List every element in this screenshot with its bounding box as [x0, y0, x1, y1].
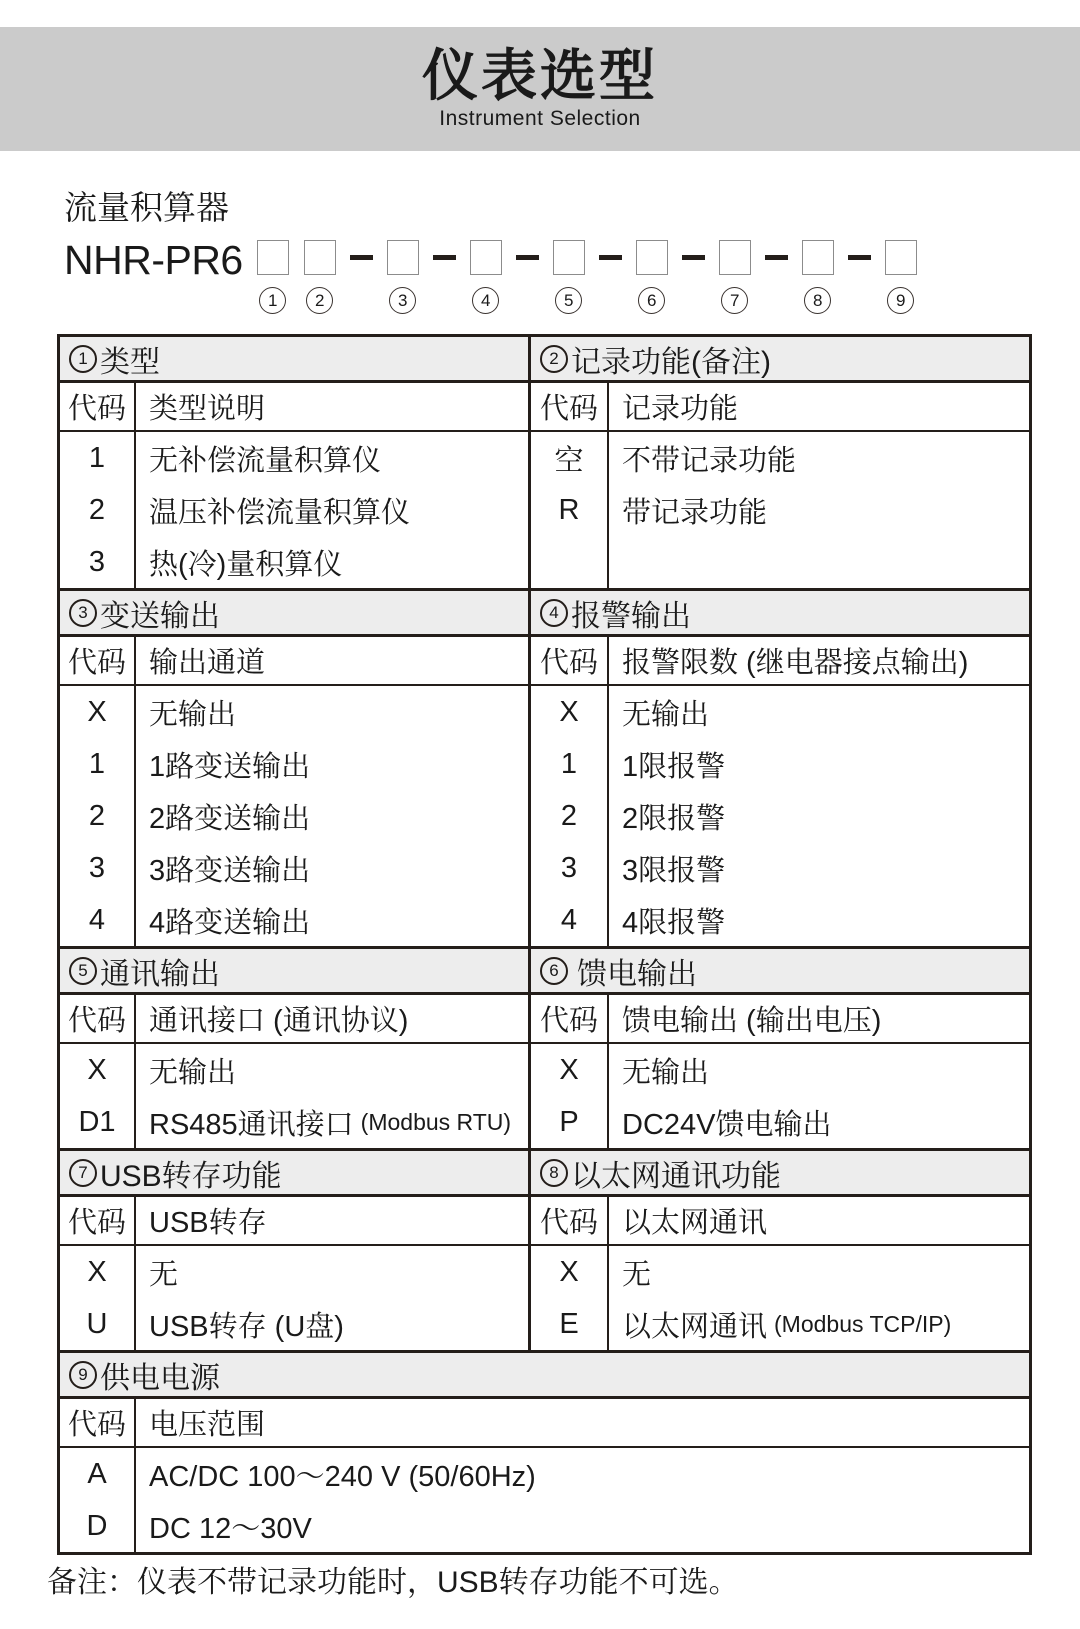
code-cell: X	[559, 695, 579, 728]
code-cell: D	[86, 1509, 108, 1542]
section-body	[60, 432, 528, 588]
code-column-header: 代码	[60, 383, 136, 430]
desc-column-header: 通讯接口 (通讯协议)	[149, 1005, 409, 1037]
circled-1-icon: 1	[69, 345, 97, 373]
section-ethernet	[531, 1151, 1029, 1350]
protocol-suffix: (Modbus RTU)	[360, 1108, 512, 1135]
desc-cell: 3路变送输出	[149, 854, 311, 887]
section-body	[531, 1246, 1029, 1350]
section-body	[60, 1044, 528, 1148]
section-body	[531, 1044, 1029, 1148]
slot-box	[470, 240, 502, 275]
table-band-3	[60, 946, 1029, 1148]
protocol-suffix: (Modbus TCP/IP)	[774, 1310, 952, 1337]
desc-cell: 无输出	[622, 1056, 710, 1089]
section-body	[60, 1246, 528, 1350]
column-header-row	[531, 995, 1029, 1044]
desc-cell: RS485通讯接口 (Modbus RTU)	[149, 1108, 512, 1141]
code-cell: U	[86, 1307, 108, 1340]
dash-separator	[682, 240, 705, 275]
slot-box	[802, 240, 834, 275]
desc-cell: 2路变送输出	[149, 802, 311, 835]
circled-5-icon: 5	[555, 287, 582, 314]
code-cell: 3	[560, 851, 578, 884]
column-header-row	[531, 383, 1029, 432]
section-title: 类型	[100, 345, 160, 379]
section-type	[60, 337, 531, 588]
circled-1-icon: 1	[259, 287, 286, 314]
model-code-line	[64, 237, 1080, 314]
desc-cell: 无补偿流量积算仪	[149, 444, 382, 477]
table-band-4	[60, 1148, 1029, 1350]
circled-6-icon: 6	[638, 287, 665, 314]
code-cell: 4	[560, 903, 578, 936]
column-header-row	[60, 995, 528, 1044]
desc-column-header: 类型说明	[149, 393, 266, 425]
model-slot-3	[386, 240, 420, 314]
circled-3-icon: 3	[69, 599, 97, 627]
circled-5-icon: 5	[69, 957, 97, 985]
slot-box	[387, 240, 419, 275]
code-cell: R	[558, 493, 580, 526]
table-band-1	[60, 337, 1029, 588]
code-cell: 3	[88, 851, 106, 884]
circled-9-icon: 9	[69, 1361, 97, 1389]
desc-cell: 温压补偿流量积算仪	[149, 496, 411, 529]
desc-cell: 无	[622, 1258, 652, 1291]
dash-separator	[765, 240, 788, 275]
column-header-row	[60, 1399, 1029, 1448]
slot-box	[636, 240, 668, 275]
desc-cell: 1路变送输出	[149, 750, 311, 783]
code-cell: 1	[560, 747, 578, 780]
dash-separator	[516, 240, 539, 275]
desc-cell: 2限报警	[622, 802, 726, 835]
section-feed-header	[531, 949, 1029, 995]
desc-cell: 1限报警	[622, 750, 726, 783]
code-cell: X	[87, 1255, 107, 1288]
column-header-row	[531, 1197, 1029, 1246]
circled-2-icon: 2	[540, 345, 568, 373]
instrument-selection-page	[0, 27, 1080, 1629]
section-title: 变送输出	[100, 599, 220, 633]
code-column-header: 代码	[531, 995, 609, 1042]
section-comm-output	[60, 949, 531, 1148]
section-body	[531, 686, 1029, 946]
product-name: 流量积算器	[64, 189, 229, 226]
circled-8-icon: 8	[540, 1159, 568, 1187]
slot-box	[885, 240, 917, 275]
circled-8-icon: 8	[804, 287, 831, 314]
code-cell: D1	[78, 1105, 116, 1138]
table-band-2	[60, 588, 1029, 946]
section-usb-header	[60, 1151, 528, 1197]
section-ethernet-header	[531, 1151, 1029, 1197]
desc-cell: DC24V馈电输出	[622, 1108, 832, 1141]
slot-box	[553, 240, 585, 275]
table-band-5	[60, 1350, 1029, 1552]
dash-separator	[350, 240, 373, 275]
code-column-header: 代码	[531, 637, 609, 684]
section-body	[60, 686, 528, 946]
desc-cell: USB转存 (U盘)	[149, 1310, 344, 1343]
code-cell: 1	[88, 441, 106, 474]
title-banner	[0, 27, 1080, 151]
section-body	[531, 432, 1029, 588]
section-title: 馈电输出	[577, 957, 697, 991]
section-comm-header	[60, 949, 528, 995]
desc-column-header: USB转存	[149, 1207, 267, 1239]
desc-cell: 不带记录功能	[622, 444, 797, 477]
desc-cell: 4路变送输出	[149, 906, 311, 939]
circled-4-icon: 4	[540, 599, 568, 627]
code-cell: X	[559, 1255, 579, 1288]
model-slot-4	[469, 240, 503, 314]
model-slot-8	[801, 240, 835, 314]
section-record-function	[531, 337, 1029, 588]
column-header-row	[60, 637, 528, 686]
circled-3-icon: 3	[389, 287, 416, 314]
desc-cell: 无输出	[149, 1056, 237, 1089]
code-cell: 1	[88, 747, 106, 780]
section-alarm-output	[531, 591, 1029, 946]
slot-box	[719, 240, 751, 275]
code-column-header: 代码	[60, 995, 136, 1042]
section-record-header	[531, 337, 1029, 383]
code-column-header: 代码	[60, 1197, 136, 1244]
circled-4-icon: 4	[472, 287, 499, 314]
model-slot-6	[635, 240, 669, 314]
code-cell: 3	[88, 545, 106, 578]
section-feed-output	[531, 949, 1029, 1148]
section-transmit-output	[60, 591, 531, 946]
slot-box	[304, 240, 336, 275]
desc-cell: AC/DC 100～240 V (50/60Hz)	[149, 1460, 536, 1493]
desc-cell: 无输出	[149, 698, 237, 731]
code-column-header: 代码	[60, 637, 136, 684]
model-slot-2	[303, 240, 337, 314]
section-alarm-header	[531, 591, 1029, 637]
section-body	[60, 1448, 1029, 1552]
section-power-header	[60, 1353, 1029, 1399]
code-column-header: 代码	[531, 1197, 609, 1244]
dash-separator	[599, 240, 622, 275]
desc-cell: 4限报警	[622, 906, 726, 939]
section-title: 报警输出	[571, 599, 691, 633]
section-title: 以太网通讯功能	[571, 1159, 781, 1193]
code-cell: E	[559, 1307, 579, 1340]
code-column-header: 代码	[531, 383, 609, 430]
model-slot-9	[884, 240, 918, 314]
model-slot-7	[718, 240, 752, 314]
section-title: 记录功能(备注)	[571, 345, 771, 379]
code-cell: 空	[554, 444, 584, 477]
code-column-header: 代码	[60, 1399, 136, 1446]
desc-cell: 无输出	[622, 698, 710, 731]
dash-separator	[848, 240, 871, 275]
model-slot-1	[256, 240, 290, 314]
code-cell: X	[87, 695, 107, 728]
circled-7-icon: 7	[69, 1159, 97, 1187]
section-title: 供电电源	[100, 1361, 220, 1395]
code-cell: 2	[88, 799, 106, 832]
section-power-supply	[60, 1353, 1029, 1552]
code-cell: X	[87, 1053, 107, 1086]
desc-column-header: 记录功能	[622, 393, 739, 425]
desc-column-header: 报警限数 (继电器接点输出)	[622, 647, 969, 679]
footnote: 备注：仪表不带记录功能时，USB转存功能不可选。	[47, 1566, 739, 1599]
dash-separator	[433, 240, 456, 275]
page-subtitle: Instrument Selection	[439, 107, 641, 131]
desc-cell: 以太网通讯 (Modbus TCP/IP)	[622, 1310, 952, 1343]
circled-2-icon: 2	[306, 287, 333, 314]
circled-6-icon: 6	[540, 957, 568, 985]
desc-column-header: 以太网通讯	[622, 1207, 768, 1239]
slot-box	[257, 240, 289, 275]
column-header-row	[60, 383, 528, 432]
column-header-row	[531, 637, 1029, 686]
model-slot-5	[552, 240, 586, 314]
selection-table	[57, 334, 1032, 1555]
code-cell: P	[559, 1105, 579, 1138]
section-title: 通讯输出	[100, 957, 220, 991]
circled-9-icon: 9	[887, 287, 914, 314]
code-cell: A	[87, 1457, 107, 1490]
code-cell: 4	[88, 903, 106, 936]
desc-column-header: 输出通道	[149, 647, 266, 679]
desc-cell: 无	[149, 1258, 179, 1291]
section-transmit-header	[60, 591, 528, 637]
page-title: 仪表选型	[422, 43, 658, 107]
desc-column-header: 馈电输出 (输出电压)	[622, 1005, 882, 1037]
desc-column-header: 电压范围	[149, 1409, 266, 1441]
circled-7-icon: 7	[721, 287, 748, 314]
section-title: USB转存功能	[100, 1159, 282, 1193]
desc-cell: DC 12～30V	[149, 1512, 312, 1545]
desc-cell: 热(冷)量积算仪	[149, 548, 343, 581]
column-header-row	[60, 1197, 528, 1246]
code-cell: 2	[88, 493, 106, 526]
section-type-header	[60, 337, 528, 383]
desc-cell: 带记录功能	[622, 496, 768, 529]
code-cell: X	[559, 1053, 579, 1086]
section-usb-transfer	[60, 1151, 531, 1350]
code-cell: 2	[560, 799, 578, 832]
desc-cell: 3限报警	[622, 854, 726, 887]
model-prefix: NHR-PR6	[64, 237, 243, 283]
